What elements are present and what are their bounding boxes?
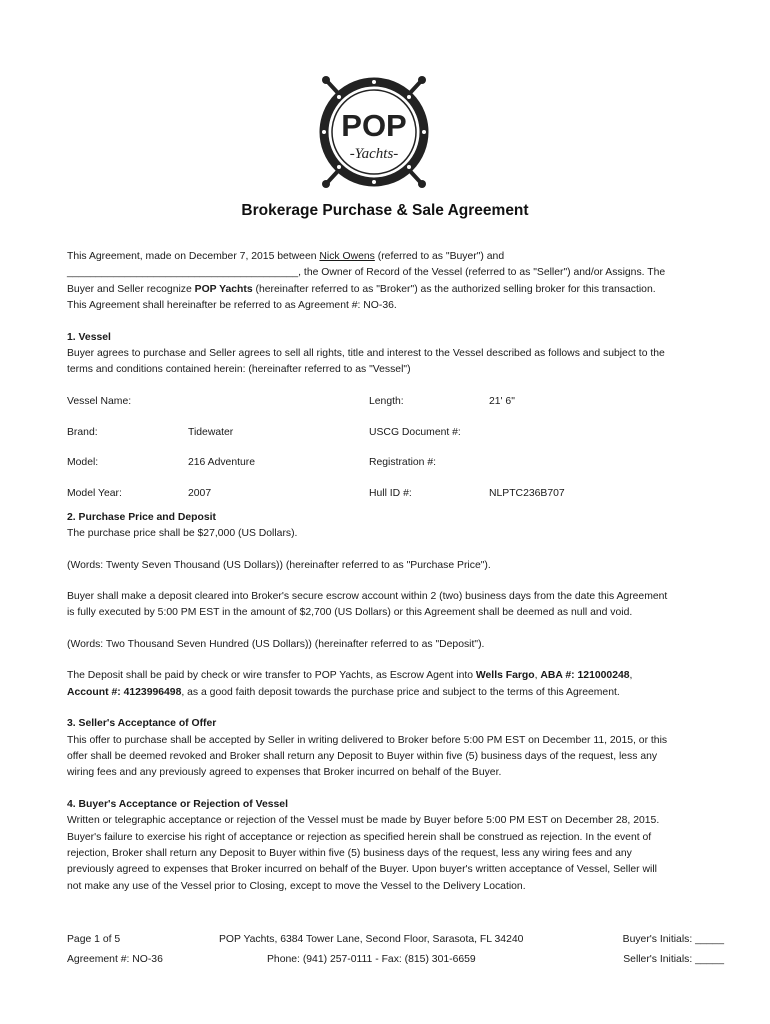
escrow-text: , as a good faith deposit towards the purchase price and subject to the terms of this Agreement.: [181, 686, 620, 698]
section-1-heading: 1. Vessel: [67, 331, 111, 343]
section-4-text: Buyer's failure to exercise his right of acceptance or rejection as specified herein shall be construed as rejection. In the event of: [67, 831, 652, 843]
vessel-field-value: NLPTC236B707: [489, 487, 565, 499]
section-4-text: not make any use of the Vessel prior to Closing, except to move the Vessel to the Delivery Location.: [67, 880, 526, 892]
aba-number: ABA #: 121000248: [540, 670, 630, 682]
escrow-text: ,: [629, 670, 633, 682]
section-3-heading: 3. Seller's Acceptance of Offer: [67, 718, 217, 730]
purchase-price-text: The purchase price shall be $27,000 (US Dollars).: [67, 528, 298, 540]
footer-agreement-number: Agreement #: NO-36: [67, 954, 163, 965]
company-phone: Phone: (941) 257-0111 - Fax: (815) 301-6659: [267, 954, 476, 965]
seller-initials: Seller's Initials: _____: [623, 954, 724, 965]
section-3-text: wiring fees and any previously agreed to expenses that Broker incurred on behalf of the Buyer.: [67, 767, 502, 779]
seller-name-blank: ________________________________________: [67, 267, 299, 279]
intro-text: This Agreement, made on December 7, 2015 between: [67, 251, 320, 262]
escrow-text: The Deposit shall be paid by check or wire transfer to POP Yachts, as Escrow Agent into: [67, 670, 476, 682]
agreement-number-line: This Agreement shall hereinafter be referred to as Agreement #: NO-36.: [67, 300, 397, 312]
vessel-field-value: 216 Adventure: [188, 456, 256, 468]
account-number: Account #: 4123996498: [67, 686, 182, 698]
vessel-field-label: Vessel Name:: [67, 395, 132, 407]
vessel-field-value: 2007: [188, 487, 212, 499]
vessel-field-label: Brand:: [67, 426, 98, 438]
section-4-heading: 4. Buyer's Acceptance or Rejection of Vessel: [67, 798, 288, 810]
vessel-row: [67, 425, 707, 441]
vessel-field-value: 21' 6": [489, 395, 515, 407]
section-1-text: terms and conditions contained herein: (hereinafter referred to as "Vessel"): [67, 364, 411, 376]
deposit-text: is fully executed by 5:00 PM EST in the amount of $2,700 (US Dollars) or this Agreement shall be deemed as null and void.: [67, 607, 633, 619]
vessel-details-table: [67, 383, 707, 499]
vessel-field-label: Model:: [67, 456, 99, 468]
vessel-field-label: USCG Document #:: [369, 426, 461, 438]
section-1-text: Buyer agrees to purchase and Seller agrees to sell all rights, title and interest to the Vessel described as follows and subject to the: [67, 348, 665, 360]
section-3-text: offer shall be deemed revoked and Broker shall return any Deposit to Buyer within five (5) business days of the request, less any: [67, 750, 658, 762]
agreement-body: [67, 249, 707, 895]
bank-name: Wells Fargo: [475, 670, 535, 682]
company-address: POP Yachts, 6384 Tower Lane, Second Floor, Sarasota, FL 34240: [219, 934, 524, 945]
vessel-row: [67, 486, 707, 502]
section-3-text: This offer to purchase shall be accepted by Seller in writing delivered to Broker before 5:00 PM EST on December 11, 2015, or this: [67, 734, 668, 746]
deposit-text: Buyer shall make a deposit cleared into Broker's secure escrow account within 2 (two) business days from the date this Agreement: [67, 591, 668, 603]
intro-text: , the Owner of Record of the Vessel (referred to as "Seller") and/or Assigns. The: [298, 267, 666, 279]
vessel-row: [67, 455, 707, 471]
section-4-text: Written or telegraphic acceptance or rejection of the Vessel must be made by Buyer before 5:00 PM EST on December 28, 2015.: [67, 815, 660, 827]
vessel-field-label: Hull ID #:: [369, 487, 412, 499]
intro-text: (hereinafter referred to as "Broker") as the authorized selling broker for this transaction.: [252, 283, 656, 295]
section-4-text: rejection, Broker shall return any Deposit to Buyer within five (5) business days of the request, less any wiring fees and any: [67, 847, 632, 859]
vessel-field-label: Registration #:: [369, 456, 436, 468]
escrow-text: ,: [534, 670, 541, 682]
section-4-text: previously agreed to expenses that Broker incurred on behalf of the Buyer. Upon buyer's written acceptance of Vessel, Seller will: [67, 864, 657, 876]
vessel-field-label: Length:: [369, 395, 404, 407]
vessel-row: [67, 394, 707, 410]
logo-word: POP: [341, 108, 407, 143]
buyer-name: Nick Owens: [319, 251, 375, 262]
page-number: Page 1 of 5: [67, 934, 121, 945]
section-2-heading: 2. Purchase Price and Deposit: [67, 511, 216, 523]
pop-yachts-logo: [304, 66, 444, 196]
purchase-price-words: (Words: Twenty Seven Thousand (US Dollars)) (hereinafter referred to as "Purchase Price").: [67, 559, 491, 571]
logo-subtitle: -Yachts-: [349, 146, 399, 162]
deposit-words: (Words: Two Thousand Seven Hundred (US Dollars)) (hereinafter referred to as "Deposit").: [67, 638, 485, 650]
intro-text: (referred to as "Buyer") and: [374, 251, 505, 262]
vessel-field-label: Model Year:: [67, 487, 122, 499]
buyer-initials: Buyer's Initials: _____: [622, 934, 724, 945]
broker-name: POP Yachts: [194, 283, 253, 295]
vessel-field-value: Tidewater: [188, 426, 234, 438]
document-title: Brokerage Purchase & Sale Agreement: [241, 202, 529, 219]
intro-text: Buyer and Seller recognize: [67, 283, 195, 295]
intro-paragraph: [67, 249, 707, 315]
